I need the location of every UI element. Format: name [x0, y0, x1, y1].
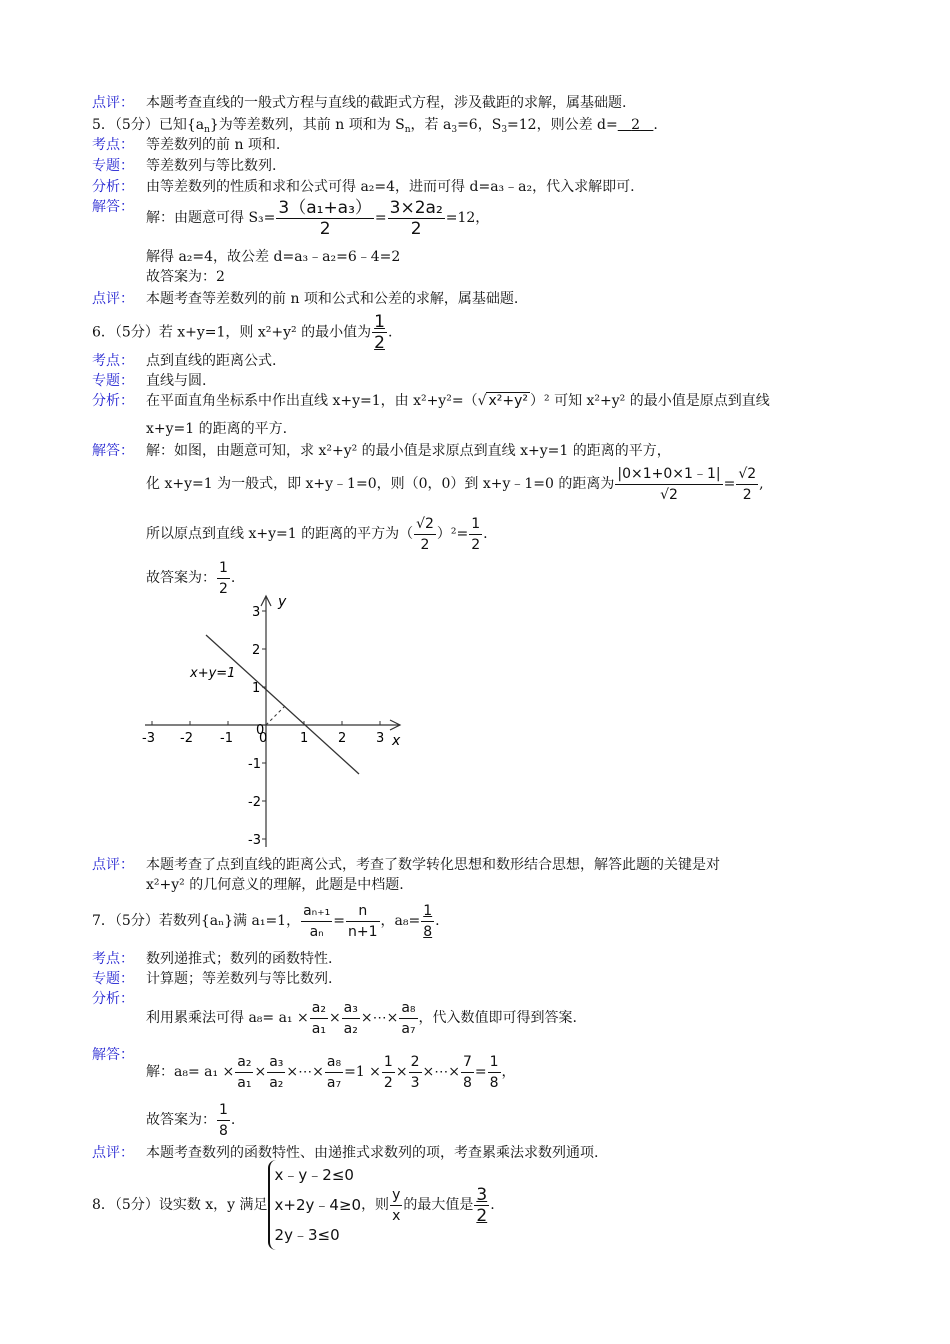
- question-6-stem: 6．（5分）若 x+y=1，则 x²+y² 的最小值为 $\frac{1}{2}$ .: [92, 312, 393, 353]
- review-text-q4: 本题考查直线的一般式方程与直线的截距式方程，涉及截距的求解，属基础题.: [146, 95, 627, 111]
- review-label-q5: 点评：: [92, 291, 134, 307]
- special-label-q7: 专题：: [92, 971, 134, 987]
- review-label-q6: 点评：: [92, 857, 134, 873]
- solution-line2-q6: 化 x+y=1 为一般式，即 x+y﹣1=0，则（0，0）到 x+y﹣1=0 的距离为 $\frac{|0\times 1+0\times 1﹣1|}{√2}$ = $\frac{√2}{2}$ ,: [146, 465, 764, 503]
- analysis-label-q5: 分析：: [92, 179, 134, 195]
- x-tick-label: -3: [142, 731, 155, 746]
- solution-line2-q5: 解得 a₂=4，故公差 d=a₃﹣a₂=6﹣4=2: [146, 249, 401, 265]
- analysis-label-q6: 分析：: [92, 393, 134, 409]
- question-8-stem: 8．（5分）设实数 x，y 满足 x﹣y﹣2≤0 x+2y﹣4≥0 2y﹣3≤0 ，则 $\frac{y}{x}$ 的最大值是 $\frac{3}{2}$ .: [92, 1160, 495, 1250]
- y-tick-label: 1: [252, 681, 261, 696]
- review-text-q6: 本题考查了点到直线的距离公式，考查了数学转化思想和数形结合思想，解答此题的关键是对: [146, 857, 720, 873]
- answer-blank-q8: $\frac{3}{2}$: [476, 1184, 488, 1226]
- perpendicular-segment: [266, 706, 285, 725]
- origin-label: 0: [256, 723, 265, 738]
- review-text-q7: 本题考查数列的函数特性、由递推式求数列的项，考查累乘法求数列通项.: [146, 1145, 599, 1161]
- x-axis-label: x: [392, 733, 401, 749]
- special-text-q6: 直线与圆.: [146, 373, 207, 389]
- question-7-stem: 7．（5分）若数列{aₙ}满 a₁=1， $\frac{\text{aₙ₊₁}}{\text{aₙ}}$ = $\frac{n}{n+1}$ ，a₈= $\frac{1}{8}$ .: [92, 902, 440, 940]
- topic-label-q5: 考点：: [92, 137, 134, 153]
- analysis-label-q7: 分析：: [92, 991, 134, 1007]
- constraint-system: x﹣y﹣2≤0 x+2y﹣4≥0 2y﹣3≤0: [268, 1160, 362, 1250]
- x-tick-label: 3: [376, 731, 385, 746]
- solution-line-q7: 解：a₈= a₁ × $\frac{\text{a₂}}{\text{a₁}}$ × $\frac{\text{a₃}}{\text{a₂}}$ ×⋯× $\frac{\text{a₈}}{\text{a₇}}$ =1 × $\frac{1}{2}$ × $\frac{2}{3}$ ×⋯× $\frac{7}{8}$ = $\frac{1}{8}$ ，: [146, 1053, 516, 1091]
- answer-blank-q5: 2: [631, 117, 641, 133]
- topic-label-q7: 考点：: [92, 951, 134, 967]
- fraction-y-over-x: $\frac{y}{x}$: [392, 1186, 401, 1224]
- x-tick-label: 2: [338, 731, 347, 746]
- fraction-recurrence-right: $\frac{n}{n+1}$: [348, 902, 378, 940]
- topic-text-q6: 点到直线的距离公式.: [146, 353, 277, 369]
- solution-line1-q6: 解：如图，由题意可知，求 x²+y² 的最小值是求原点到直线 x+y=1 的距离的平方，: [146, 443, 671, 459]
- solution-answer-q6: 故答案为： $\frac{1}{2}$ .: [146, 559, 236, 597]
- fraction-recurrence-left: $\frac{\text{aₙ₊₁}}{\text{aₙ}}$: [303, 902, 331, 940]
- analysis-text-q5: 由等差数列的性质和求和公式可得 a₂=4，进而可得 d=a₃﹣a₂，代入求解即可.: [146, 179, 635, 195]
- y-tick-label: 3: [252, 605, 261, 620]
- special-label-q5: 专题：: [92, 158, 134, 174]
- fraction-distance-result: $\frac{√2}{2}$: [738, 465, 757, 503]
- special-label-q6: 专题：: [92, 373, 134, 389]
- special-text-q5: 等差数列与等比数列.: [146, 158, 277, 174]
- answer-label-q5: 解答：: [92, 199, 134, 215]
- analysis-text-q6: 在平面直角坐标系中作出直线 x+y=1，由 x²+y²=（√ x²+y² ）² 可知 x²+y² 的最小值是原点到直线: [146, 393, 770, 409]
- answer-blank-q6: $\frac{1}{2}$: [374, 312, 385, 353]
- fraction-square-base: $\frac{√2}{2}$: [416, 515, 434, 553]
- fraction-q5-b: $\frac{\text{3×2a₂}}{2}$: [389, 197, 443, 239]
- special-text-q7: 计算题；等差数列与等比数列.: [146, 971, 333, 987]
- y-tick-label: 2: [252, 643, 261, 658]
- x-tick-label: 1: [300, 731, 309, 746]
- y-tick-label: -2: [248, 795, 261, 810]
- analysis-text-q7: 利用累乘法可得 a₈= a₁ × $\frac{\text{a₂}}{\text{a₁}}$ × $\frac{\text{a₃}}{\text{a₂}}$ ×⋯× $\frac{\text{a₈}}{\text{a₇}}$ ，代入数值即可得到答案.: [146, 999, 577, 1037]
- topic-label-q6: 考点：: [92, 353, 134, 369]
- review-label-q7: 点评：: [92, 1145, 134, 1161]
- answer-blank-q7: $\frac{1}{8}$: [423, 902, 433, 940]
- topic-text-q7: 数列递推式；数列的函数特性.: [146, 951, 333, 967]
- y-tick-label: -1: [248, 757, 261, 772]
- x-tick-label: -2: [180, 731, 193, 746]
- answer-label-q6: 解答：: [92, 443, 134, 459]
- solution-answer-q7: 故答案为： $\frac{1}{8}$ .: [146, 1101, 236, 1139]
- line-x-plus-y-eq-1: [206, 635, 359, 774]
- review-text-q5: 本题考查等差数列的前 n 项和公式和公差的求解，属基础题.: [146, 291, 519, 307]
- topic-text-q5: 等差数列的前 n 项和.: [146, 137, 281, 153]
- fraction-answer-q6: $\frac{1}{2}$: [219, 559, 228, 597]
- x-tick-label: 0: [259, 731, 268, 746]
- solution-line-q5: 解：由题意可得 S₃= $\frac{\text{3（a₁+a₃）}}{2}$ = $\frac{\text{3×2a₂}}{2}$ =12，: [146, 197, 490, 239]
- fraction-square-result: $\frac{1}{2}$: [471, 515, 481, 553]
- review-text2-q6: x²+y² 的几何意义的理解，此题是中档题.: [146, 877, 404, 893]
- solution-line3-q6: 所以原点到直线 x+y=1 的距离的平方为（ $\frac{√2}{2}$ ）²= $\frac{1}{2}$ .: [146, 515, 488, 553]
- fraction-q5-a: $\frac{\text{3（a₁+a₃）}}{2}$: [278, 197, 372, 239]
- line-label: x+y=1: [190, 666, 236, 681]
- coordinate-graph: [140, 592, 410, 854]
- x-tick-label: -1: [220, 731, 233, 746]
- y-axis-label: y: [278, 594, 287, 610]
- question-5-stem: 5．（5分）已知$\{a_n\}$为等差数列，其前 n 项和为 $S_n$，若 $a_3=6$，$S_3=12$，则公差 d= 2 .: [92, 117, 658, 135]
- y-tick-label: -3: [248, 833, 261, 848]
- solution-answer-q5: 故答案为：2: [146, 269, 225, 285]
- fraction-distance: $\frac{|0\times 1+0\times 1﹣1|}{√2}$: [617, 465, 721, 503]
- analysis-text2-q6: x+y=1 的距离的平方.: [146, 421, 288, 437]
- review-label-q4: 点评：: [92, 95, 134, 111]
- answer-label-q7: 解答：: [92, 1047, 134, 1063]
